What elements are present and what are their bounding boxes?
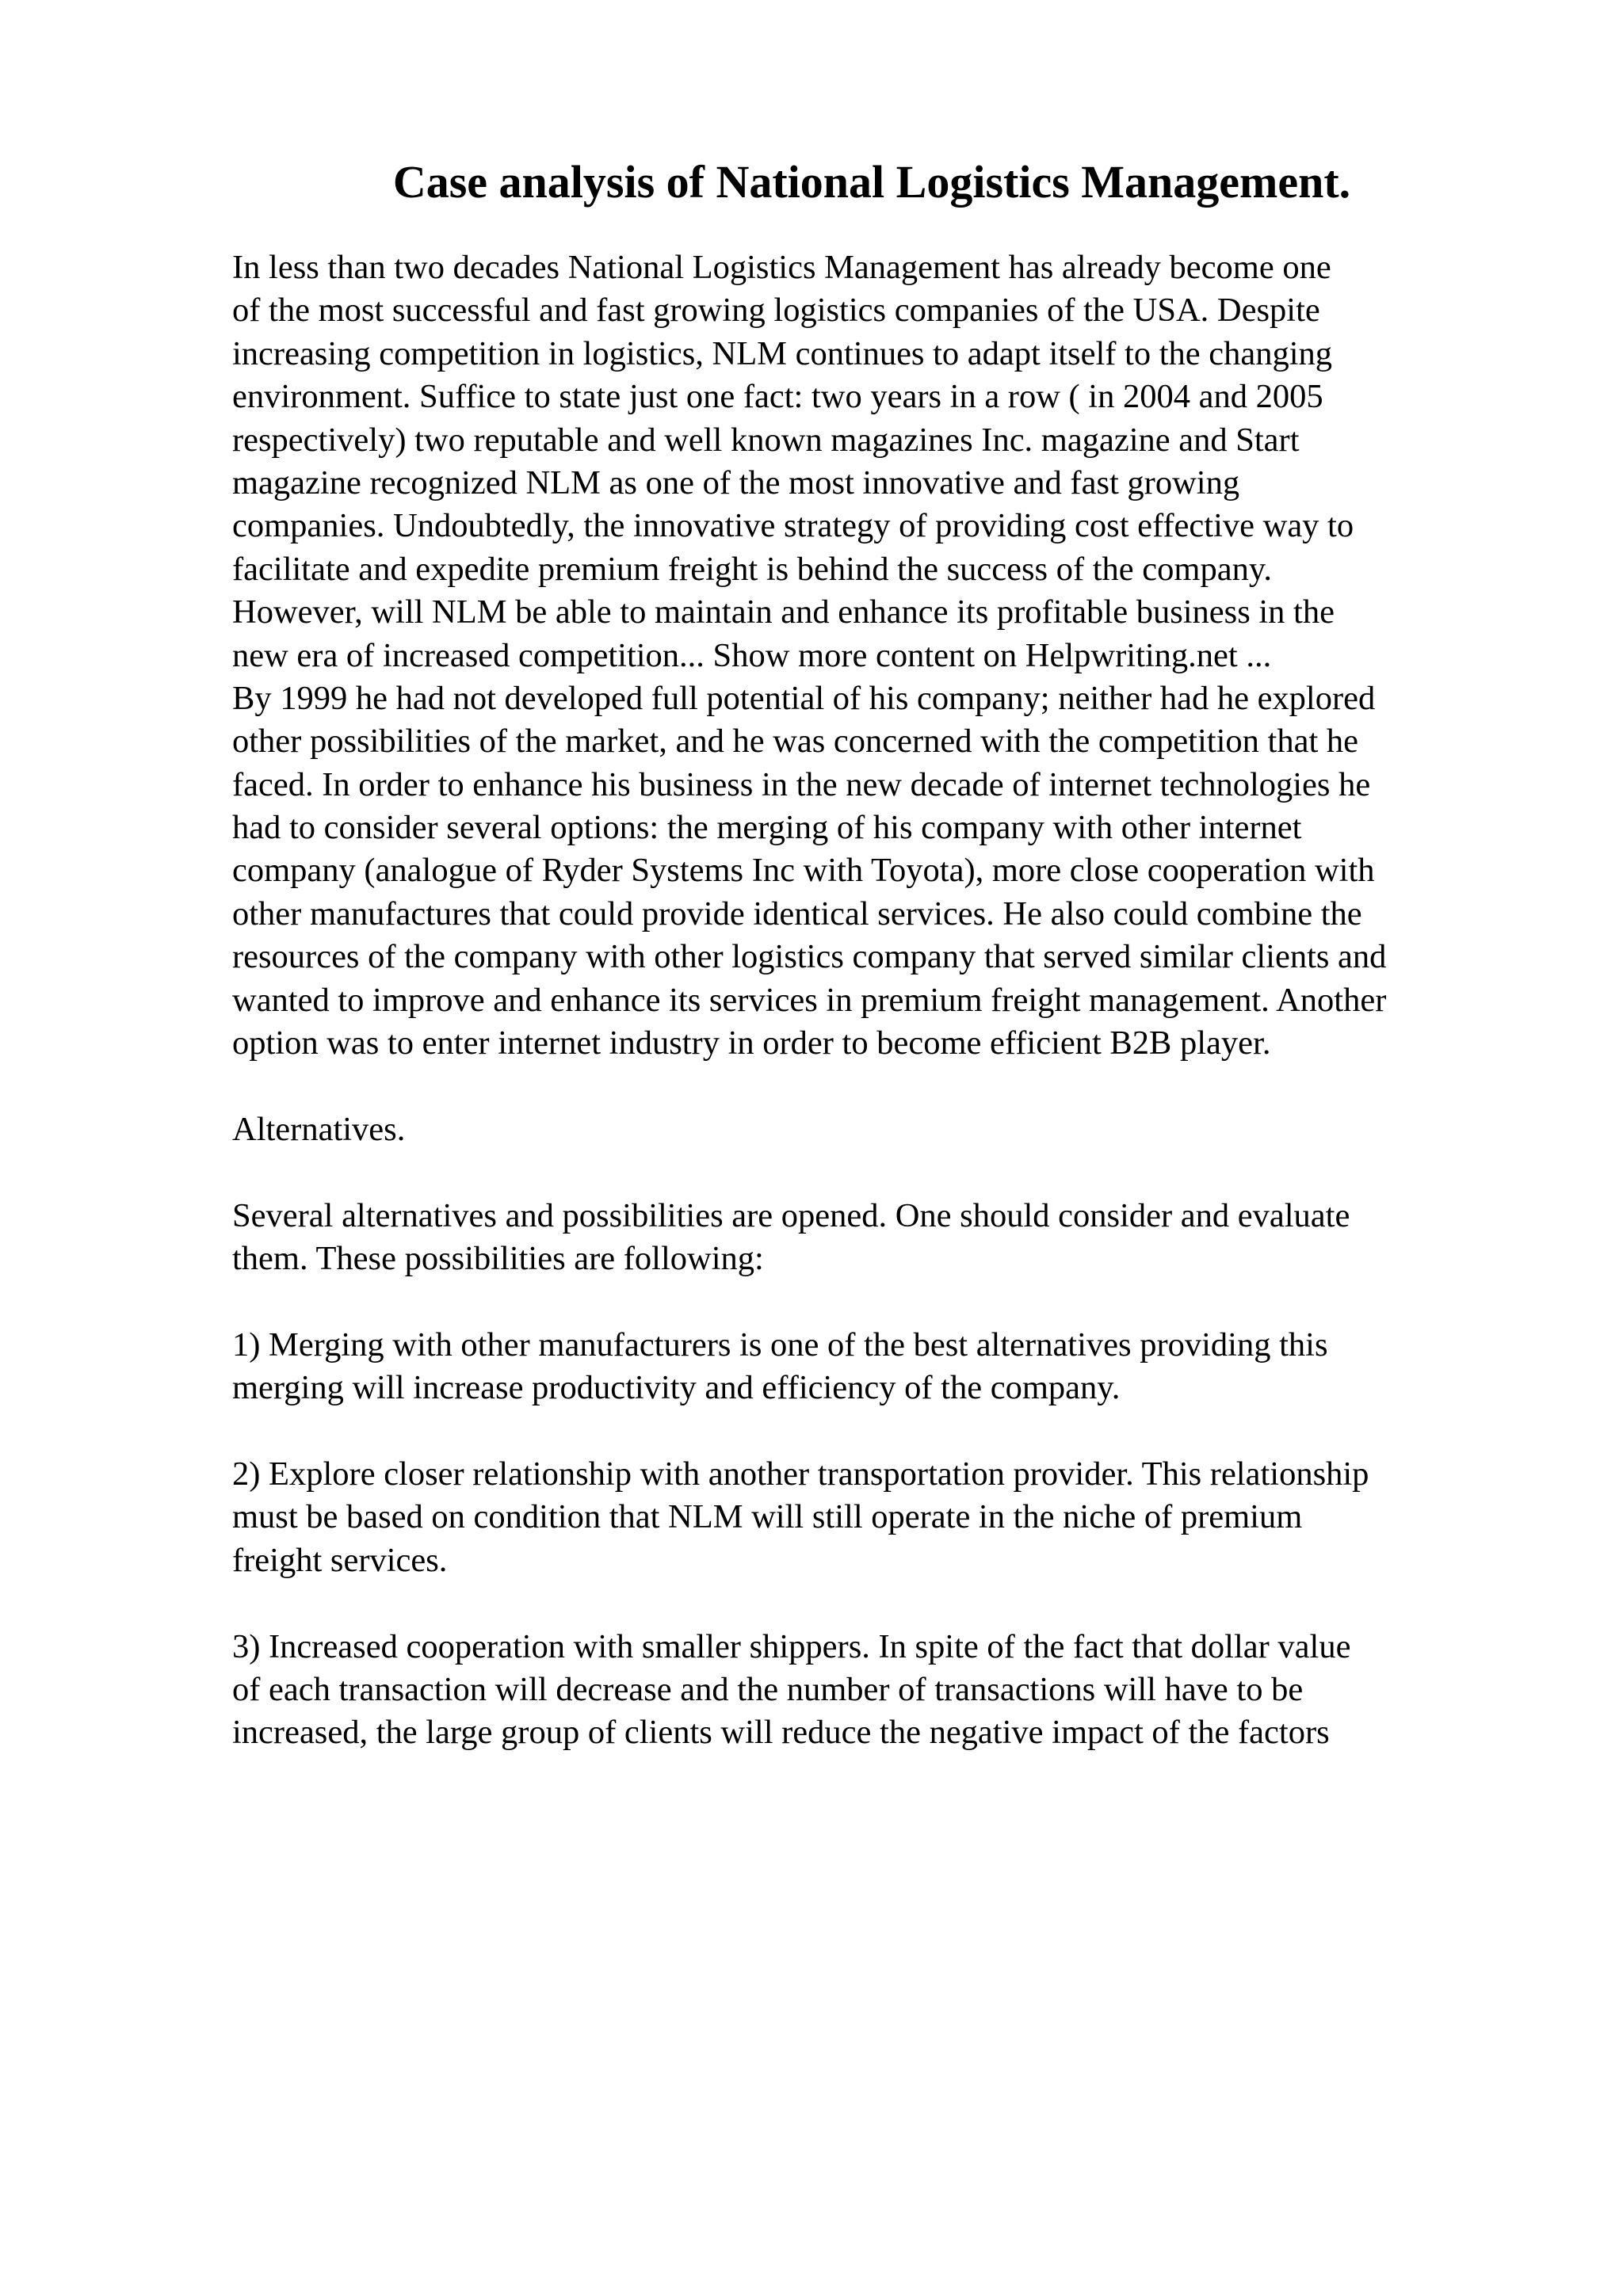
text-line: option was to enter internet industry in order to become efficient B2B player.	[232, 1024, 1271, 1062]
text-line: freight services.	[232, 1541, 448, 1579]
intro-paragraph	[232, 246, 1548, 677]
document-body	[232, 246, 1548, 1755]
text-line: merging will increase productivity and efficiency of the company.	[232, 1369, 1121, 1407]
alternative-item-3	[232, 1626, 1548, 1755]
text-line: companies. Undoubtedly, the innovative strategy of providing cost effective way to	[232, 507, 1354, 545]
text-line: 1) Merging with other manufacturers is one of the best alternatives providing this	[232, 1325, 1328, 1363]
text-line: 3) Increased cooperation with smaller shippers. In spite of the fact that dollar value	[232, 1627, 1351, 1665]
paragraph-spacer	[232, 1582, 1548, 1625]
paragraph-spacer	[232, 1410, 1548, 1453]
text-line: increased, the large group of clients will reduce the negative impact of the factors	[232, 1714, 1330, 1752]
text-line: of the most successful and fast growing logistics companies of the USA. Despite	[232, 292, 1320, 330]
section-heading-alternatives: Alternatives.	[232, 1110, 406, 1148]
text-line: wanted to improve and enhance its services in premium freight management. Another	[232, 981, 1387, 1019]
alternative-item-1	[232, 1324, 1548, 1410]
paragraph-spacer	[232, 1280, 1548, 1323]
alternatives-intro-paragraph	[232, 1195, 1548, 1281]
alternative-item-2	[232, 1453, 1548, 1582]
text-line: had to consider several options: the merging of his company with other internet	[232, 809, 1302, 847]
text-line: environment. Suffice to state just one fact: two years in a row ( in 2004 and 2005	[232, 378, 1323, 416]
text-line: respectively) two reputable and well known magazines Inc. magazine and Start	[232, 421, 1300, 459]
text-line: of each transaction will decrease and the number of transactions will have to be	[232, 1670, 1304, 1708]
text-line: By 1999 he had not developed full potential of his company; neither had he explored	[232, 679, 1376, 717]
text-line: In less than two decades National Logistics Management has already become one	[232, 249, 1331, 286]
background-paragraph	[232, 677, 1548, 1066]
text-line: faced. In order to enhance his business in the new decade of internet technologies he	[232, 765, 1371, 803]
text-line: company (analogue of Ryder Systems Inc with Toyota), more close cooperation with	[232, 852, 1375, 890]
text-line: However, will NLM be able to maintain and enhance its profitable business in the	[232, 593, 1335, 631]
text-line: facilitate and expedite premium freight is behind the success of the company.	[232, 550, 1272, 588]
text-line: Several alternatives and possibilities are opened. One should consider and evaluate	[232, 1196, 1350, 1234]
text-line: other possibilities of the market, and he was concerned with the competition that he	[232, 723, 1358, 761]
text-line: 2) Explore closer relationship with another transportation provider. This relationship	[232, 1455, 1369, 1493]
text-line: magazine recognized NLM as one of the most innovative and fast growing	[232, 463, 1240, 502]
text-line: resources of the company with other logistics company that served similar clients and	[232, 938, 1387, 976]
text-line: them. These possibilities are following:	[232, 1239, 764, 1277]
text-line: other manufactures that could provide identical services. He also could combine the	[232, 894, 1362, 933]
document-title: Case analysis of National Logistics Management.	[392, 156, 1351, 208]
paragraph-spacer	[232, 1151, 1548, 1194]
text-line: new era of increased competition... Show more content on Helpwriting.net ...	[232, 636, 1272, 674]
paragraph-spacer	[232, 1065, 1548, 1108]
text-line: increasing competition in logistics, NLM continues to adapt itself to the changing	[232, 334, 1333, 372]
text-line: must be based on condition that NLM will still operate in the niche of premium	[232, 1498, 1303, 1536]
